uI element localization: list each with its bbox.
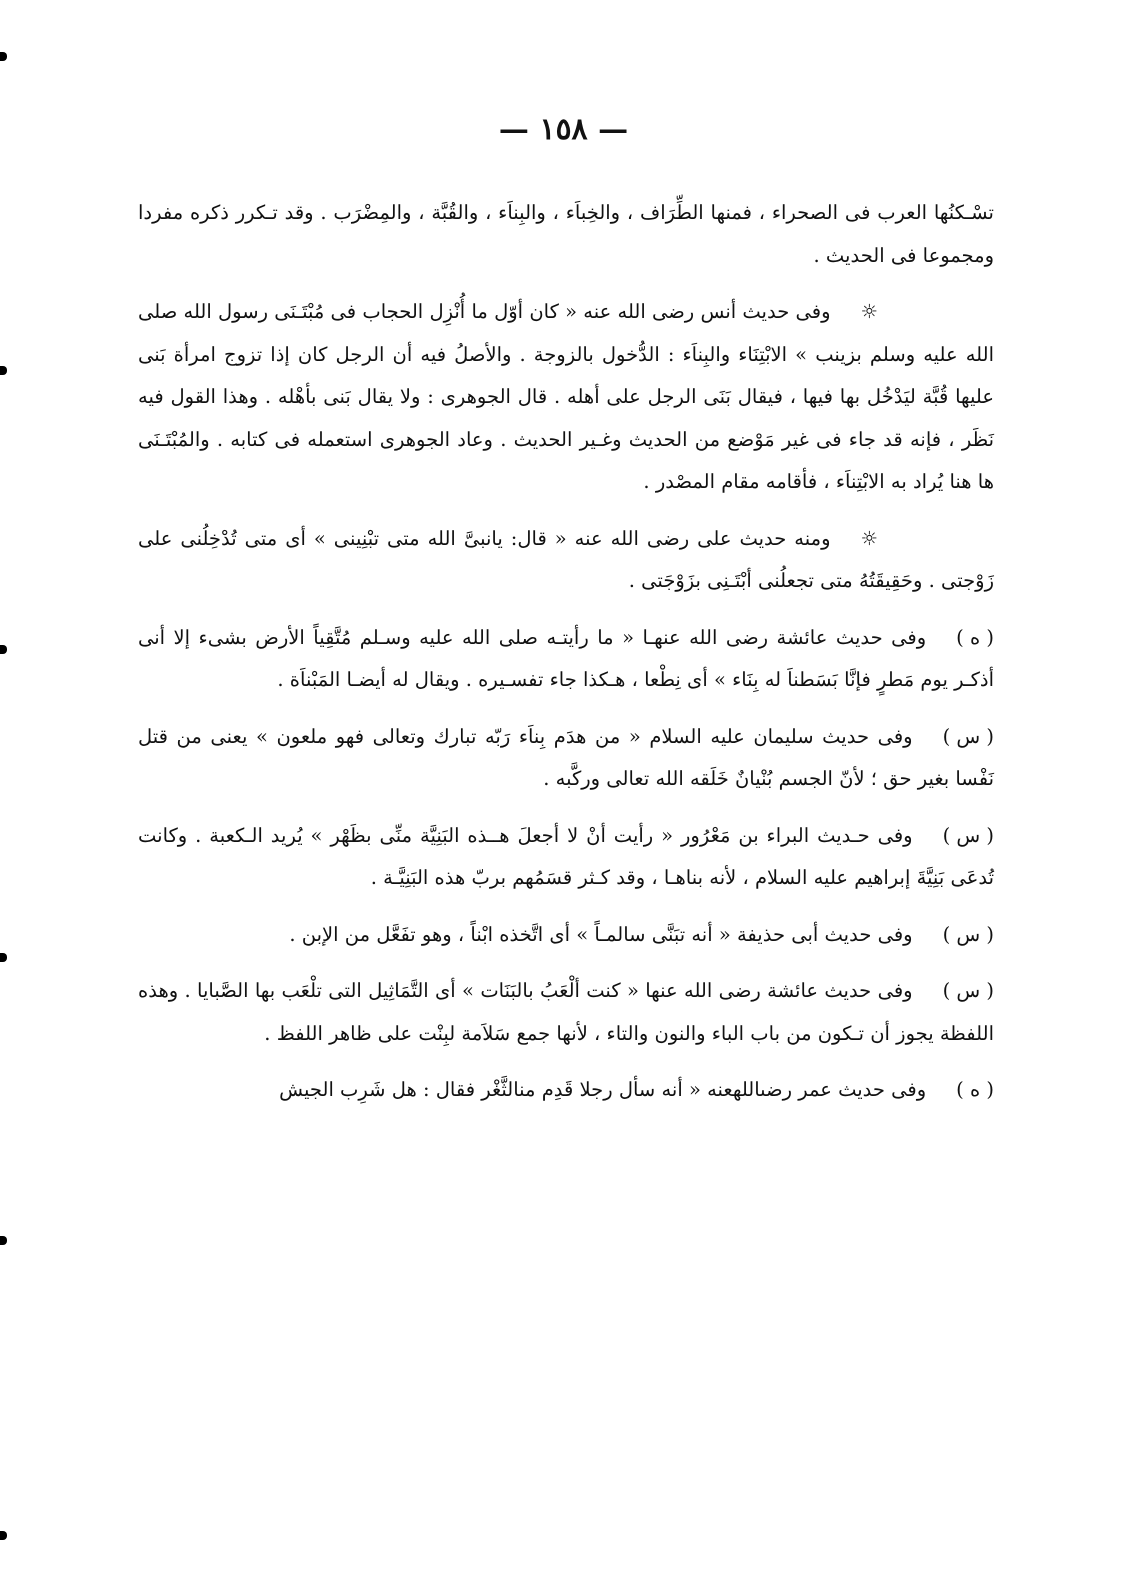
paragraph-entry bbox=[138, 716, 994, 801]
paragraph-text: وفى حديث عائشة رضى الله عنهـا « ما رأيتـه صلى الله عليه وسـلم مُتَّقِياً الأرض بشىء إلا أنى أذكـر يوم مَطرٍ فإنَّا بَسَطناَ له بِنَاء » أى نِطْعا ، هـكذا جاء تفسـيره . ويقال له أيضـا المَبْناَة . bbox=[138, 625, 994, 691]
scan-edge-mark bbox=[0, 1531, 7, 1540]
asterism-marker: ☼ bbox=[860, 526, 878, 550]
scan-edge-mark bbox=[0, 953, 7, 962]
paragraph-text: وفى حديث عمر رضىاللهعنه « أنه سأل رجلا قَدِم منالثَّغْر فقال : هل شَرِب الجيش bbox=[279, 1078, 927, 1101]
paragraph-entry bbox=[138, 617, 994, 702]
paragraph-continuation bbox=[138, 192, 994, 277]
scan-edge-mark bbox=[0, 645, 7, 654]
paragraph-text: وفى حديث أنس رضى الله عنه « كان أوّل ما أُنْزِل الحجاب فى مُبْتَـنَى رسول الله صلى الله عليه وسلم بزينب » الابْتِنَاء والبِناَء : الدُّخول بالزوجة . والأصلُ فيه أن الرجل كان إذا تزوج امرأة بَنى عليها قُبَّة ليَدْخُل بها فيها ، فيقال بَنَى الرجل على أهله . قال الجوهرى : ولا يقال بَنى بأهْله . وهذا القول فيه نَظَر ، فإنه قد جاء فى غير مَوْضع من الحديث وغـير الحديث . وعاد الجوهرى استعمله فى كتابه . والمُبْتَـنَى ها هنا يُراد به الابْتِناَء ، فأقامه مقام المصْدر . bbox=[138, 300, 994, 493]
paragraph-text: تسْـكنُها العرب فى الصحراء ، فمنها الطِّرَاف ، والخِباَء ، والبِناَء ، والقُبَّة ، والمِضْرَب . وقد تـكرر ذكره مفردا ومجموعا فى الحديث . bbox=[138, 201, 994, 267]
scan-edge-mark bbox=[0, 366, 7, 375]
paragraph-entry bbox=[138, 970, 994, 1055]
source-marker: ( س ) bbox=[942, 823, 994, 847]
paragraph-entry bbox=[138, 518, 994, 603]
paragraph-text: وفى حديث أبى حذيفة « أنه تبَنَّى سالمـاً » أى اتَّخذه ابْناً ، وهو تفَعَّل من الإبن . bbox=[289, 922, 913, 946]
scan-edge-mark bbox=[0, 1236, 7, 1245]
source-marker: ( ه ) bbox=[956, 1078, 994, 1101]
paragraph-entry bbox=[138, 815, 994, 900]
paragraph-entry bbox=[138, 914, 994, 957]
paragraph-text: وفى حـديث البراء بن مَعْرُور « رأيت أنْ لا أجعلَ هــذه البَنِيَّة منِّى بظَهْر » يُريد الـكعبة . وكانت تُدعَى بَنِيَّةَ إبراهيم عليه السلام ، لأنه بناهـا ، وقد كـثر قسَمُهم بربّ هذه البَنِيَّـة . bbox=[138, 823, 994, 889]
source-marker: ( ه ) bbox=[956, 625, 994, 649]
paragraph-text: وفى حديث سليمان عليه السلام « من هدَم بِناَء رَبّه تبارك وتعالى فهو ملعون » يعنى من قتل نَفْسا بغير حق ؛ لأنّ الجسم بُنْيانٌ خَلَقه الله تعالى وركَّبه . bbox=[138, 724, 994, 790]
scan-edge-mark bbox=[0, 52, 7, 61]
body-text bbox=[138, 192, 994, 1126]
source-marker: ( س ) bbox=[942, 724, 994, 748]
source-marker: ( س ) bbox=[942, 922, 994, 946]
paragraph-entry bbox=[138, 291, 994, 504]
page-number: — ١٥٨ — bbox=[498, 112, 629, 147]
paragraph-text: ومنه حديث على رضى الله عنه « قال: يانبىَّ الله متى تبْنِينى » أى متى تُدْخِلُنى على زَوْجتى . وحَقِيقَتُهُ متى تجعلُنى أبْتَـنِى بزَوْجَتى . bbox=[138, 526, 994, 592]
source-marker: ( س ) bbox=[942, 979, 994, 1002]
paragraph-entry bbox=[138, 1069, 994, 1112]
asterism-marker: ☼ bbox=[860, 300, 878, 323]
paragraph-text: وفى حديث عائشة رضى الله عنها « كنت ألْعَبُ بالبَنَات » أى التَّمَاثِيل التى تلْعَب بها الصَّبايا . وهذه اللفظة يجوز أن تـكون من باب الباء والنون والتاء ، لأنها جمع سَلاَمة لبِنْت على ظاهر اللفظ . bbox=[138, 979, 994, 1045]
